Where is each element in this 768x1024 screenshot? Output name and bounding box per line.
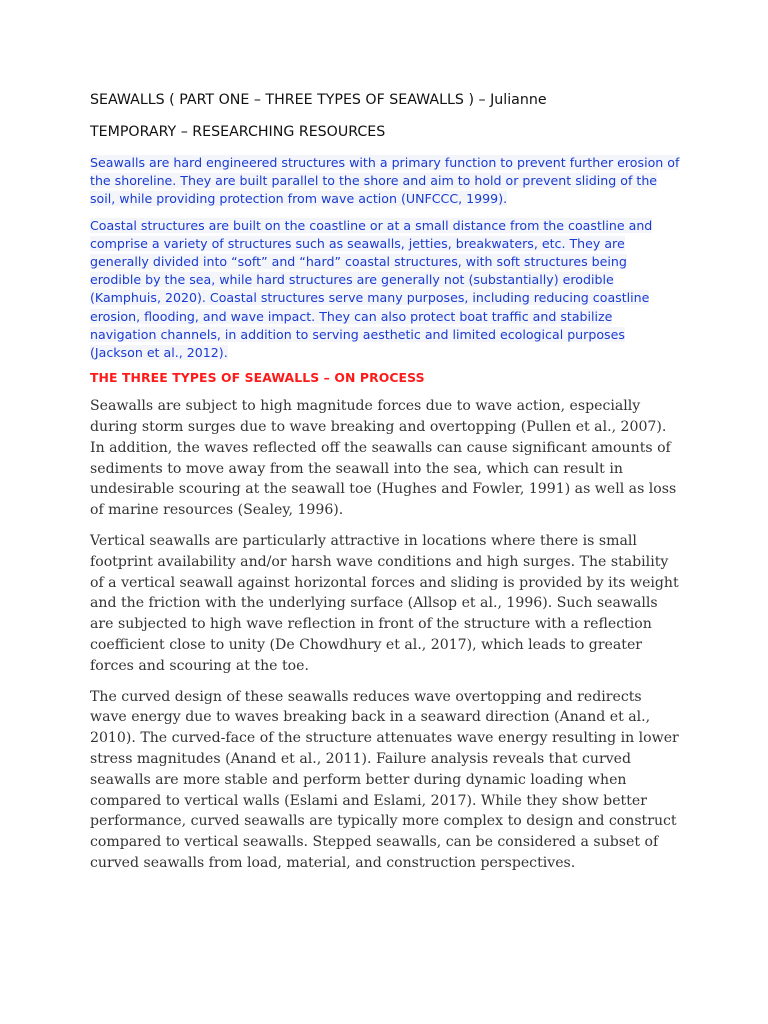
blue-paragraph-2 [90, 217, 680, 363]
document-page [90, 90, 680, 884]
body-paragraph-3: The curved design of these seawalls reduces wave overtopping and redirects wave energy due to waves breaking back in a seaward direction (Anand et al., 2010). The curved-face of the structure attenuates wave energy resulting in lower stress magnitudes (Anand et al., 2011). Failure analysis reveals that curved seawalls are more stable and perform better during dynamic loading when compared to vertical walls (Eslami and Eslami, 2017). While they show better performance, curved seawalls are typically more complex to design and construct compared to vertical seawalls. Stepped seawalls, can be considered a subset of curved seawalls from load, material, and construction perspectives. [90, 688, 679, 871]
section-heading: THE THREE TYPES OF SEAWALLS – ON PROCESS [90, 370, 425, 386]
document-subtitle: TEMPORARY – RESEARCHING RESOURCES [90, 124, 386, 140]
blue-paragraph-2-text: Coastal structures are built on the coastline or at a small distance from the coastline and comprise a variety of structures such as seawalls, jetties, breakwaters, etc. They are generally divided into “soft” and “hard” coastal structures, with soft structures being erodible by the sea, while hard structures are generally not (substantially) erodible (Kamphuis, 2020). Coastal structures serve many purposes, including reducing coastline erosion, flooding, and wave impact. They can also protect boat traffic and stabilize navigation channels, in addition to serving aesthetic and limited ecological purposes (Jackson et al., 2012). [90, 217, 653, 361]
blue-paragraph-1 [90, 154, 680, 209]
body-paragraph-2: Vertical seawalls are particularly attractive in locations where there is small footprint availability and/or harsh wave conditions and high surges. The stability of a vertical seawall against horizontal forces and sliding is provided by its weight and the friction with the underlying surface (Allsop et al., 1996). Such seawalls are subjected to high wave reflection in front of the structure with a reflection coefficient close to unity (De Chowdhury et al., 2017), which leads to greater forces and scouring at the toe. [90, 533, 679, 674]
document-title: SEAWALLS ( PART ONE – THREE TYPES OF SEAWALLS ) – Julianne [90, 92, 547, 108]
blue-paragraph-1-text: Seawalls are hard engineered structures with a primary function to prevent further erosion of the shoreline. They are built parallel to the shore and aim to hold or prevent sliding of the soil, while providing protection from wave action (UNFCCC, 1999). [90, 155, 680, 207]
body-paragraph-1: Seawalls are subject to high magnitude forces due to wave action, especially during storm surges due to wave breaking and overtopping (Pullen et al., 2007). In addition, the waves reflected off the seawalls can cause significant amounts of sediments to move away from the seawall into the sea, which can result in undesirable scouring at the seawall toe (Hughes and Fowler, 1991) as well as loss of marine resources (Sealey, 1996). [90, 398, 677, 519]
